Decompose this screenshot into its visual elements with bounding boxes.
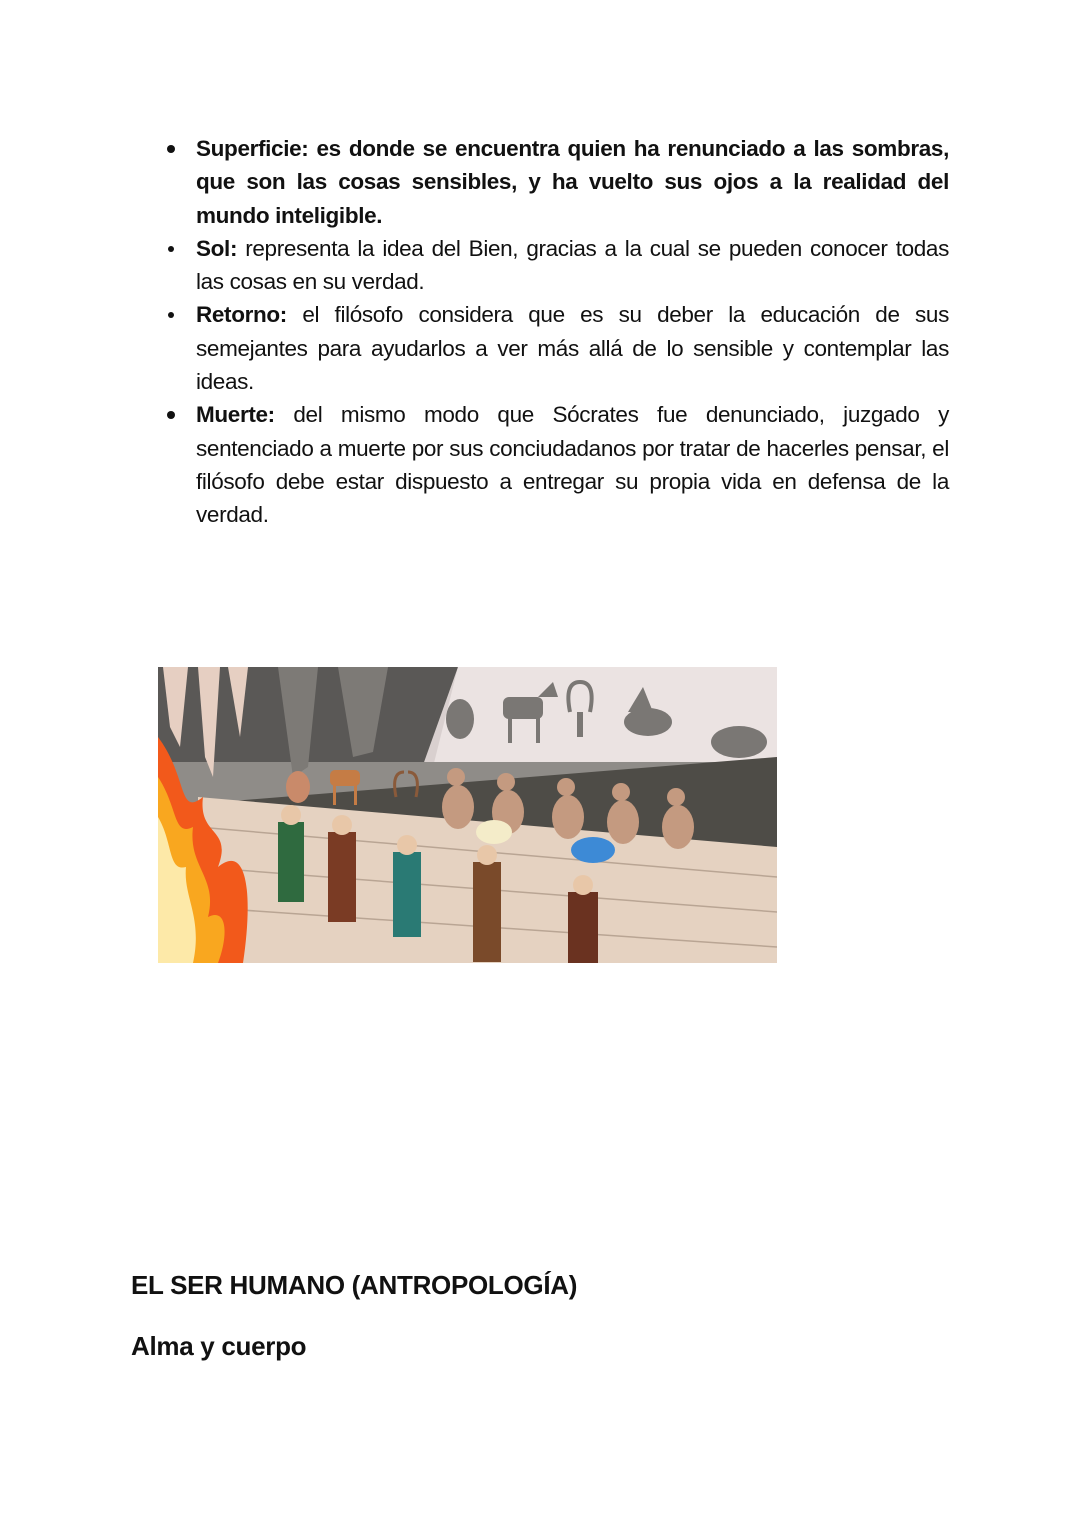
bullet-label: Retorno:: [196, 302, 287, 328]
subsection-heading: Alma y cuerpo: [131, 1331, 307, 1361]
bullet-text: es donde se encuentra quien ha renunciado a las sombras, que son las cosas sensibles, y ha vuelto sus ojos a la realidad del mundo inteligible.: [196, 136, 949, 228]
bullet-dot-icon: [168, 312, 174, 318]
section-heading: EL SER HUMANO (ANTROPOLOGÍA): [131, 1270, 578, 1300]
bullet-label: Muerte:: [196, 402, 275, 428]
cave-allegory-illustration: [158, 667, 777, 963]
bullet-item-sol: [163, 232, 949, 299]
bullet-item-muerte: [163, 398, 949, 531]
bullet-dot-icon: [168, 246, 174, 252]
bullet-dot-icon: [167, 411, 175, 419]
bullet-text: el filósofo considera que es su deber la educación de sus semejantes para ayudarlos a ver más allá de lo sensible y contemplar las ideas.: [196, 302, 949, 395]
bullet-label: Superficie:: [196, 136, 309, 161]
concept-bullet-list: [163, 132, 949, 532]
bullet-dot-icon: [167, 145, 175, 153]
bullet-item-superficie: [163, 132, 949, 232]
bullet-item-retorno: [163, 298, 949, 398]
bullet-text: representa la idea del Bien, gracias a la cual se pueden conocer todas las cosas en su verdad.: [196, 235, 949, 295]
bullet-text: del mismo modo que Sócrates fue denunciado, juzgado y sentenciado a muerte por sus conciudadanos por tratar de hacerles pensar, el filósofo debe estar dispuesto a entregar su propia vida en defensa de la verdad.: [196, 402, 949, 528]
bullet-label: Sol:: [196, 235, 238, 261]
